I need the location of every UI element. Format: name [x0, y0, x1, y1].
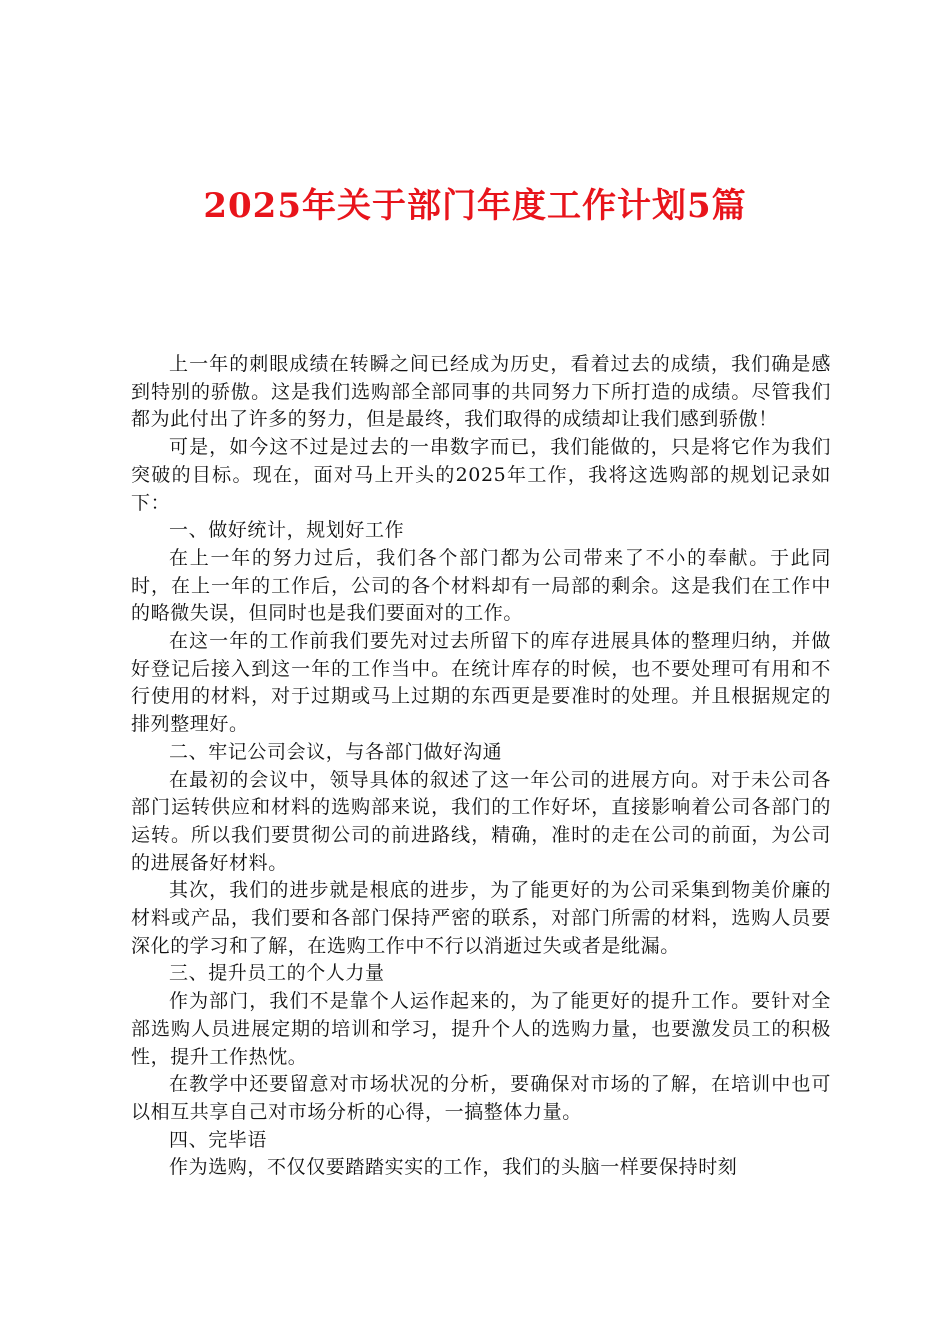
section-heading: 二、牢记公司会议，与各部门做好沟通: [169, 740, 503, 763]
paragraph: 其次，我们的进步就是根底的进步，为了能更好的为公司采集到物美价廉的材料或产品，我们要和各部门保持严密的联系，对部门所需的材料，选购人员要深化的学习和了解，在选购工作中不行以消逝过失或者是纰漏。: [131, 879, 831, 957]
paragraph: 作为部门，我们不是靠个人运作起来的，为了能更好的提升工作。要针对全部选购人员进展定期的培训和学习，提升个人的选购力量，也要激发员工的积极性，提升工作热忱。: [131, 990, 831, 1068]
paragraph: 在上一年的努力过后，我们各个部门都为公司带来了不小的奉献。于此同时，在上一年的工作后，公司的各个材料却有一局部的剩余。这是我们在工作中的略微失误，但同时也是我们要面对的工作。: [131, 546, 831, 625]
document-title: 2025年关于部门年度工作计划5篇: [203, 186, 747, 226]
section-heading: 三、提升员工的个人力量: [169, 962, 385, 985]
document-body: [131, 351, 831, 1182]
paragraph: 在教学中还要留意对市场状况的分析，要确保对市场的了解，在培训中也可以相互共享自己对市场分析的心得，一搞整体力量。: [131, 1073, 831, 1123]
paragraph: 上一年的刺眼成绩在转瞬之间已经成为历史，看着过去的成绩，我们确是感到特别的骄傲。这是我们选购部全部同事的共同努力下所打造的成绩。尽管我们都为此付出了许多的努力，但是最终，我们取得的成绩却让我们感到骄傲！: [131, 353, 831, 431]
paragraph: 在这一年的工作前我们要先对过去所留下的库存进展具体的整理归纳，并做好登记后接入到这一年的工作当中。在统计库存的时候，也不要处理可有用和不行使用的材料，对于过期或马上过期的东西更是要准时的处理。并且根据规定的排列整理好。: [131, 630, 831, 736]
section-heading: 一、做好统计，规划好工作: [169, 519, 405, 542]
paragraph: 可是，如今这不过是过去的一串数字而已，我们能做的，只是将它作为我们突破的目标。现在，面对马上开头的2025年工作，我将这选购部的规划记录如下：: [131, 436, 831, 514]
paragraph: 作为选购，不仅仅要踏踏实实的工作，我们的头脑一样要保持时刻: [169, 1156, 738, 1179]
section-heading: 四、完毕语: [169, 1128, 268, 1151]
paragraph: 在最初的会议中，领导具体的叙述了这一年公司的进展方向。对于未公司各部门运转供应和材料的选购部来说，我们的工作好坏，直接影响着公司各部门的运转。所以我们要贯彻公司的前进路线，精确，准时的走在公司的前面，为公司的进展备好材料。: [131, 768, 831, 874]
